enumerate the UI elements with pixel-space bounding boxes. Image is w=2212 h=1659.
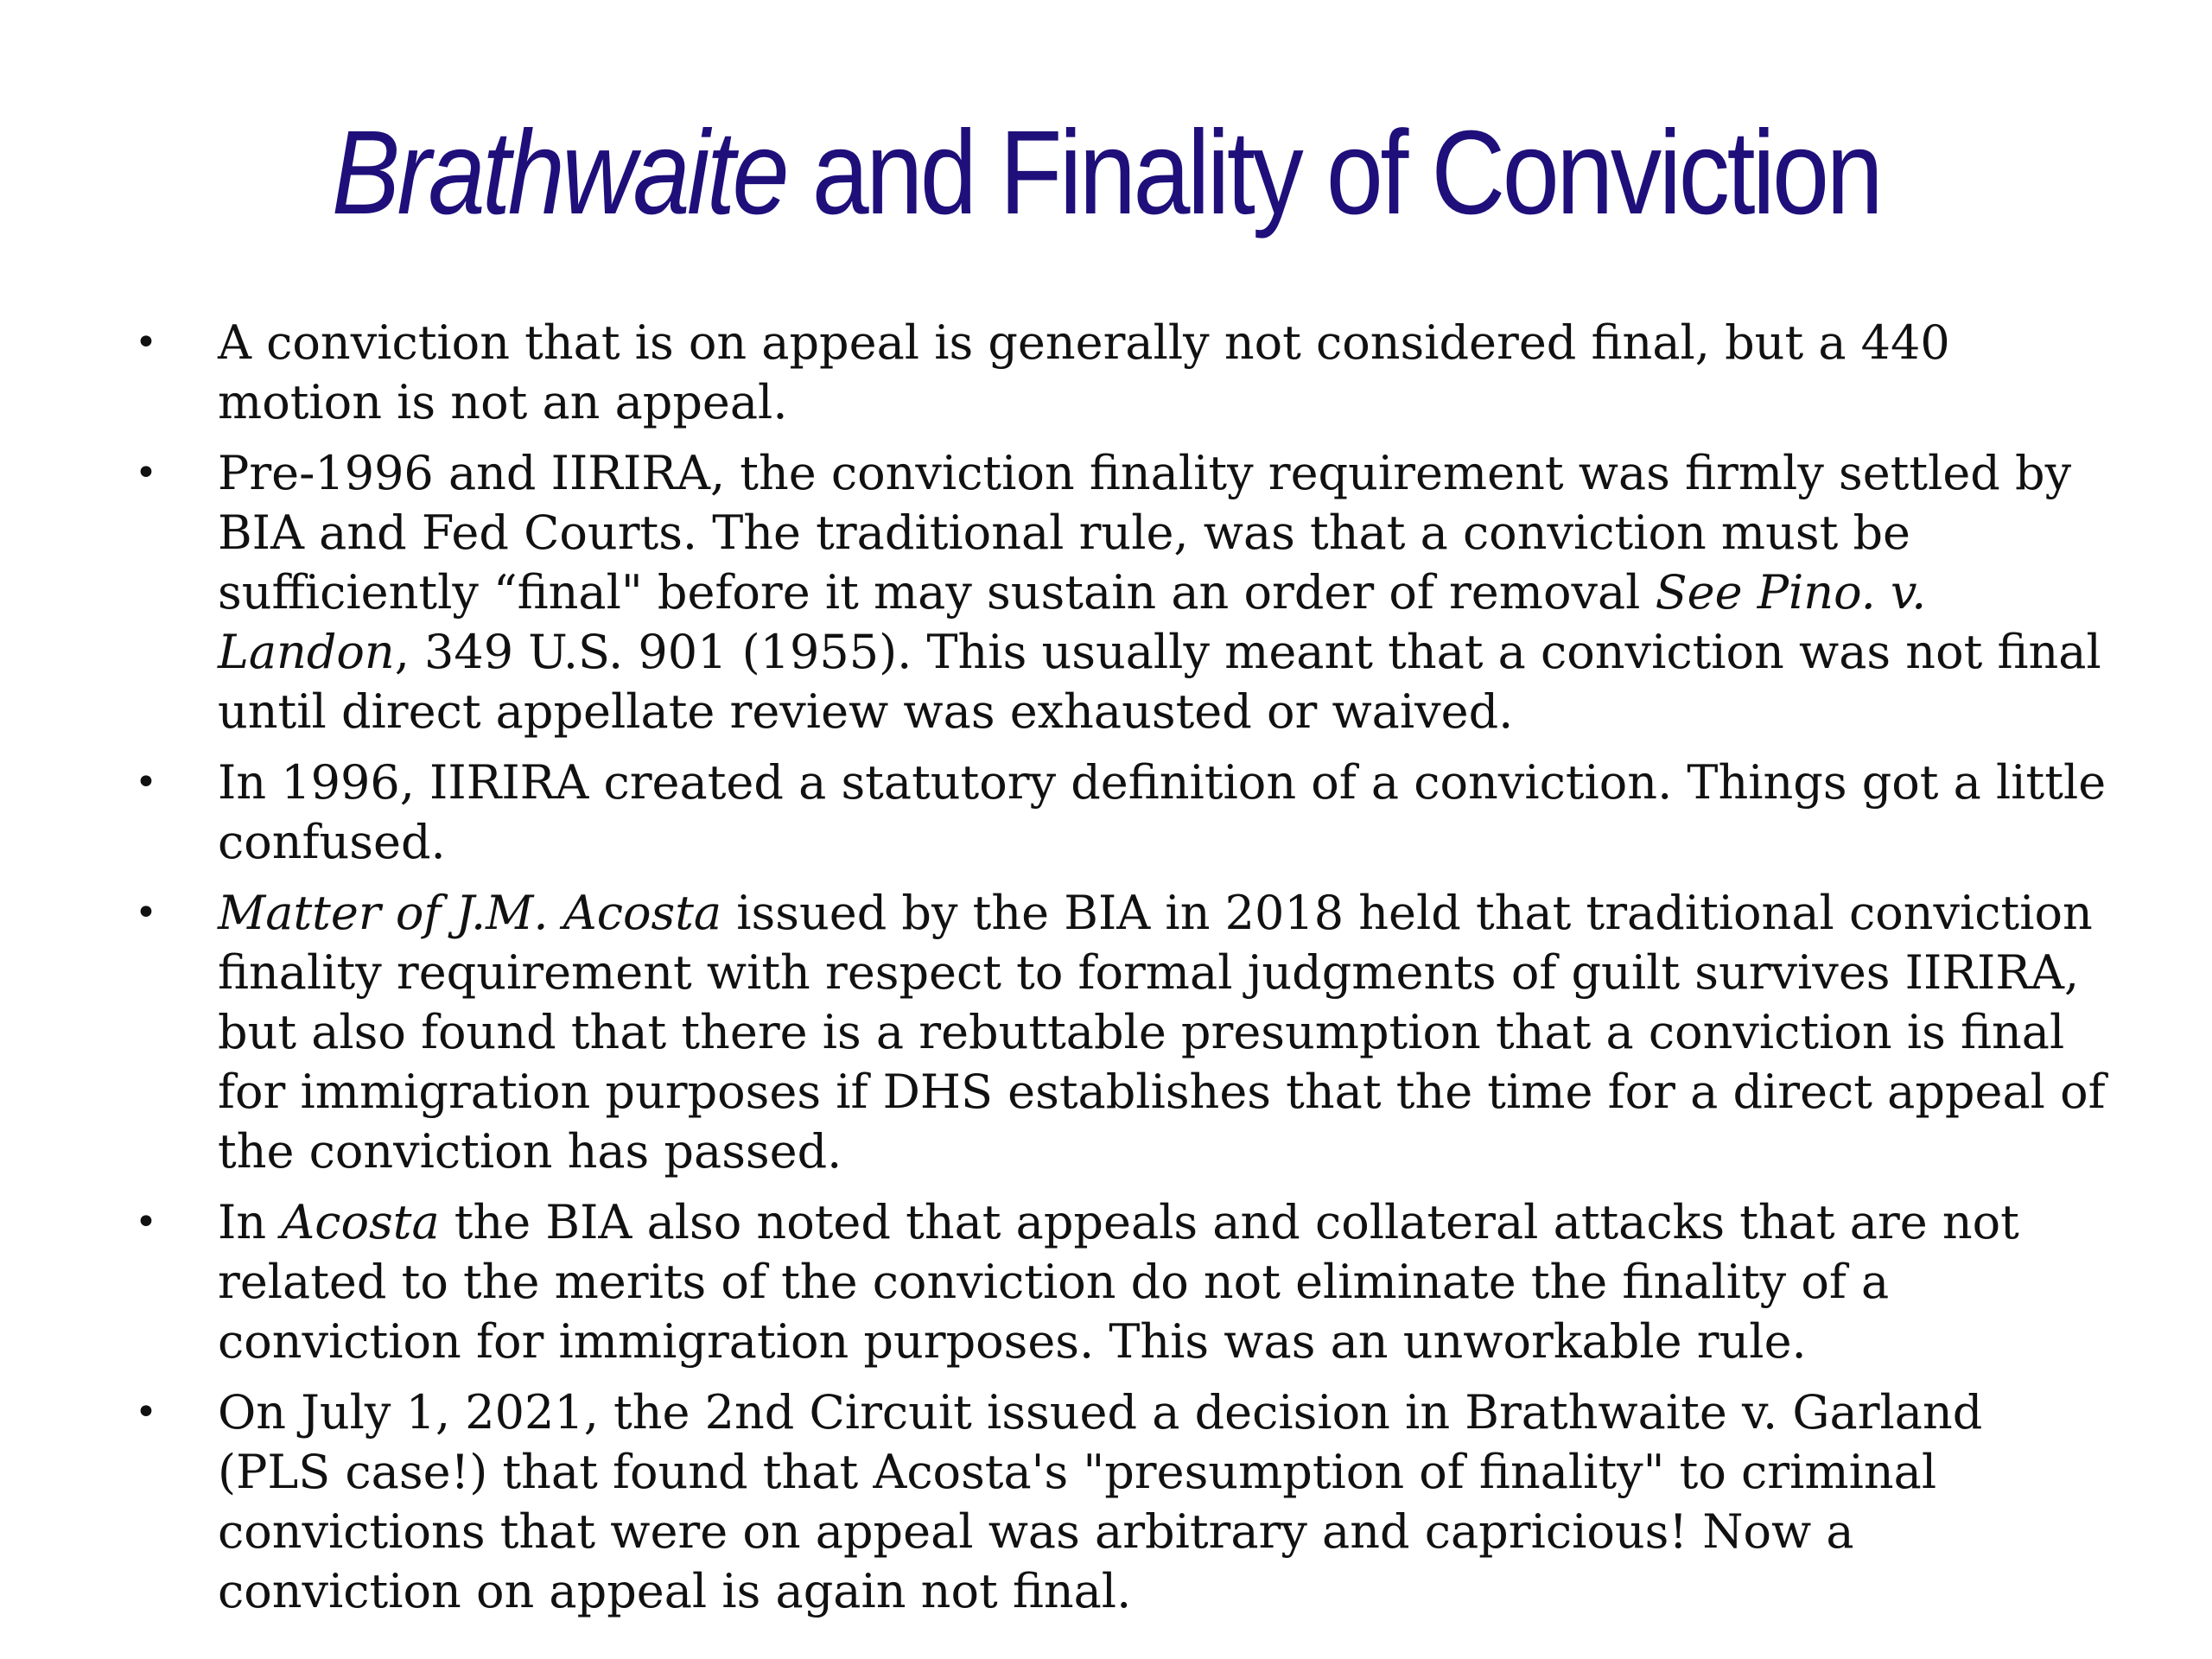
bullet-dot-icon: • <box>135 891 157 935</box>
bullet-item-1 <box>128 313 2107 432</box>
bullet-text: In 1996, IIRIRA created a statutory definition of a conviction. Things got a little confused. <box>218 755 2107 869</box>
bullet-dot-icon: • <box>135 1200 157 1244</box>
bullet-dot-icon: • <box>135 451 157 495</box>
bullet-item-4 <box>128 883 2107 1181</box>
bullet-item-2 <box>128 443 2107 741</box>
slide-title-italic: Brathwaite <box>331 106 787 239</box>
case-name-italic: Acosta <box>281 1195 440 1249</box>
bullet-item-6 <box>128 1382 2107 1621</box>
bullet-item-3 <box>128 753 2107 872</box>
bullet-dot-icon: • <box>135 321 157 365</box>
bullet-item-5 <box>128 1192 2107 1371</box>
case-name-italic: Matter of J.M. Acosta <box>218 886 722 940</box>
bullet-text: On July 1, 2021, the 2nd Circuit issued a decision in Brathwaite v. Garland (PLS case!) that found that Acosta's "presumption of finality" to criminal convictions that were on appeal was arbitrary and capricious! Now a conviction on appeal is again not final. <box>218 1385 1983 1618</box>
bullet-list <box>128 313 2107 1632</box>
bullet-text: A conviction that is on appeal is generally not considered final, but a 440 motion is not an appeal. <box>218 315 1950 429</box>
bullet-text-continued: , 349 U.S. 901 (1955). This usually meant that a conviction was not final until direct appellate review was exhausted or waived. <box>218 625 2101 739</box>
case-citation-italic: See Pino. v. Landon <box>218 565 1927 679</box>
bullet-text: In <box>218 1195 282 1249</box>
slide-title <box>155 104 2057 242</box>
bullet-text-continued: issued by the BIA in 2018 held that traditional conviction finality requirement with respect to formal judgments of guilt survives IIRIRA, but also found that there is a rebuttable presumption that a conviction is final for immigration purposes if DHS establishes that the time for a direct appeal of the conviction has passed. <box>218 886 2106 1179</box>
bullet-dot-icon: • <box>135 760 157 804</box>
bullet-text: Pre-1996 and IIRIRA, the conviction finality requirement was firmly settled by BIA and Fed Courts. The traditional rule, was that a conviction must be sufficiently “final" before it may sustain an order of removal <box>218 446 2072 620</box>
bullet-dot-icon: • <box>135 1390 157 1434</box>
bullet-text-continued: the BIA also noted that appeals and collateral attacks that are not related to the merits of the conviction do not eliminate the finality of a conviction for immigration purposes. This was an unworkable rule. <box>218 1195 2019 1369</box>
slide-title-rest: and Finality of Conviction <box>786 106 1881 239</box>
